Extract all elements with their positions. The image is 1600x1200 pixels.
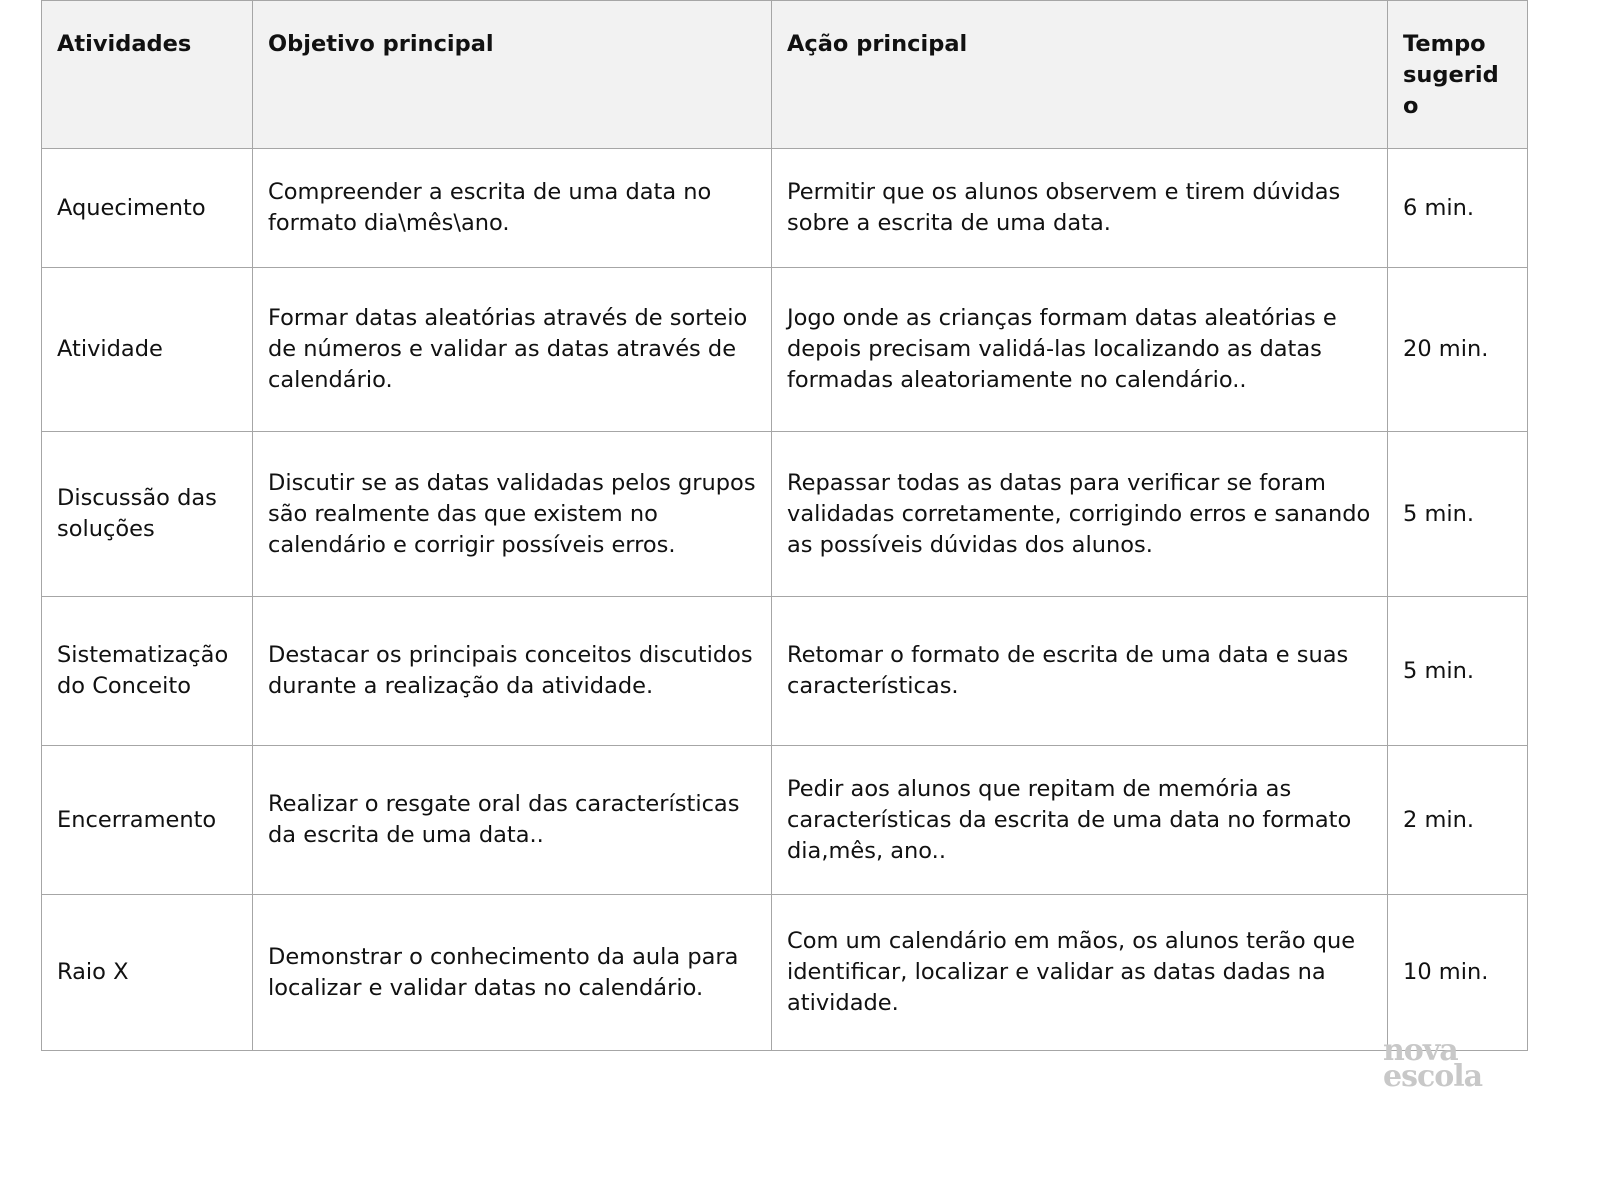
cell-acao: Com um calendário em mãos, os alunos terão que identificar, localizar e validar as datas dadas na atividade. [772,895,1388,1051]
cell-atividade: Aquecimento [42,149,253,268]
table-row [42,268,1528,432]
cell-objetivo: Demonstrar o conhecimento da aula para localizar e validar datas no calendário. [253,895,772,1051]
cell-tempo: 2 min. [1388,746,1528,895]
cell-tempo: 20 min. [1388,268,1528,432]
table-row [42,746,1528,895]
logo-line-1: nova [1383,1033,1458,1068]
cell-atividade: Raio X [42,895,253,1051]
cell-objetivo: Formar datas aleatórias através de sorteio de números e validar as datas através de calendário. [253,268,772,432]
header-atividades: Atividades [42,1,253,149]
table-row [42,597,1528,746]
header-acao: Ação principal [772,1,1388,149]
cell-acao: Permitir que os alunos observem e tirem dúvidas sobre a escrita de uma data. [772,149,1388,268]
cell-atividade: Discussão das soluções [42,432,253,597]
cell-objetivo: Compreender a escrita de uma data no formato dia\mês\ano. [253,149,772,268]
cell-objetivo: Discutir se as datas validadas pelos grupos são realmente das que existem no calendário e corrigir possíveis erros. [253,432,772,597]
table-row [42,149,1528,268]
cell-objetivo: Destacar os principais conceitos discutidos durante a realização da atividade. [253,597,772,746]
table-row [42,432,1528,597]
cell-tempo: 5 min. [1388,597,1528,746]
lesson-plan-table [41,0,1528,1051]
cell-atividade: Sistematização do Conceito [42,597,253,746]
cell-tempo: 6 min. [1388,149,1528,268]
cell-tempo: 10 min. [1388,895,1528,1051]
cell-acao: Jogo onde as crianças formam datas aleatórias e depois precisam validá-las localizando as datas formadas aleatoriamente no calendário.. [772,268,1388,432]
table-row [42,895,1528,1051]
logo-line-2: escola [1383,1059,1483,1094]
cell-objetivo: Realizar o resgate oral das características da escrita de uma data.. [253,746,772,895]
table-header-row [42,1,1528,149]
nova-escola-logo [1383,1033,1483,1094]
header-objetivo: Objetivo principal [253,1,772,149]
cell-acao: Repassar todas as datas para verificar se foram validadas corretamente, corrigindo erros e sanando as possíveis dúvidas dos alunos. [772,432,1388,597]
cell-acao: Retomar o formato de escrita de uma data e suas características. [772,597,1388,746]
cell-tempo: 5 min. [1388,432,1528,597]
cell-atividade: Encerramento [42,746,253,895]
cell-acao: Pedir aos alunos que repitam de memória as características da escrita de uma data no formato dia,mês, ano.. [772,746,1388,895]
header-tempo: Tempo sugerido [1388,1,1528,149]
cell-atividade: Atividade [42,268,253,432]
